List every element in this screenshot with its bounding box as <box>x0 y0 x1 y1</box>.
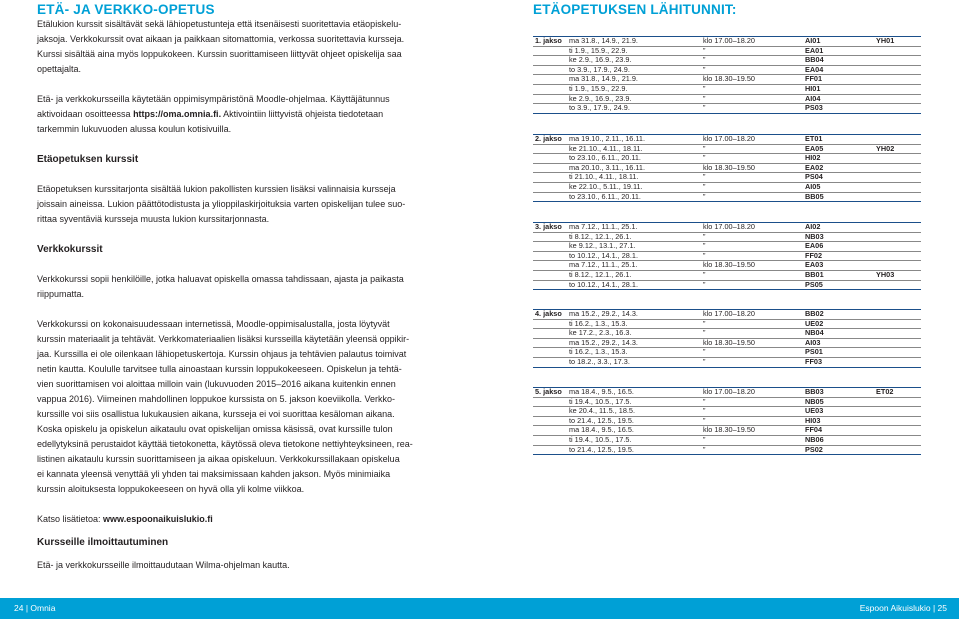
eta-line: Etäopetuksen kurssitarjonta sisältää lukion pakollisten kurssien lisäksi valinnaisia kursseja <box>37 184 396 194</box>
course-code-cell: PS01 <box>805 347 823 357</box>
time-cell: ” <box>703 191 706 201</box>
jakso-block <box>533 36 921 114</box>
schedule-row <box>533 193 921 203</box>
period-cell: 5. jakso <box>535 387 562 396</box>
intro-line: Etälukion kurssit sisältävät sekä lähiopetustunteja että itsenäisesti suoritettavia etäopiskelu- <box>37 19 402 29</box>
course-code-cell: PS03 <box>805 103 823 113</box>
days-cell: ma 15.2., 29.2., 14.3. <box>569 309 638 318</box>
intro-line: opettajalta. <box>37 64 82 74</box>
jakso-block <box>533 222 921 290</box>
time-cell: klo 18.30–19.50 <box>703 74 755 84</box>
left-column <box>37 0 437 573</box>
course-code-cell: NB06 <box>805 434 824 444</box>
time-cell: ” <box>703 241 706 251</box>
schedule-row <box>533 309 921 320</box>
course-code-cell: UE03 <box>805 406 824 416</box>
days-cell: ke 21.10., 4.11., 18.11. <box>569 143 643 153</box>
time-cell: ” <box>703 269 706 279</box>
time-cell: ” <box>703 415 706 425</box>
course-code-cell: FF01 <box>805 74 823 84</box>
days-cell: ti 19.4., 10.5., 17.5. <box>569 396 632 406</box>
course-code-cell: PS05 <box>805 279 823 289</box>
verkko-heading: Verkkokurssit <box>37 244 103 255</box>
course-code-cell: HI02 <box>805 153 821 163</box>
course-code-cell: BB03 <box>805 387 824 396</box>
days-cell: ke 2.9., 16.9., 23.9. <box>569 55 632 65</box>
days-cell: ti 8.12., 12.1., 26.1. <box>569 231 632 241</box>
days-cell: ti 1.9., 15.9., 22.9. <box>569 83 628 93</box>
schedule-row <box>533 104 921 114</box>
verkko-line: riippumatta. <box>37 289 85 299</box>
days-cell: ti 16.2., 1.3., 15.3. <box>569 347 628 357</box>
verkko-line: Verkkokurssi sopii henkilöille, jotka haluavat opiskella omassa tahdissaan, ajasta ja paikasta <box>37 274 404 284</box>
footer-bar <box>0 598 959 619</box>
days-cell: ma 31.8., 14.9., 21.9. <box>569 74 638 84</box>
time-cell: ” <box>703 434 706 444</box>
days-cell: ma 7.12., 11.1., 25.1. <box>569 260 638 270</box>
days-cell: to 23.10., 6.11., 20.11. <box>569 153 641 163</box>
course-code-cell: EA06 <box>805 241 824 251</box>
time-cell: klo 17.00–18.20 <box>703 309 755 318</box>
days-cell: to 23.10., 6.11., 20.11. <box>569 191 641 201</box>
right-column <box>533 0 921 454</box>
days-cell: ke 2.9., 16.9., 23.9. <box>569 93 632 103</box>
time-cell: klo 18.30–19.50 <box>703 260 755 270</box>
verkko-line: jaa. Kurssilla ei ole oilenkaan lähiopetuskertoja. Kurssin ohjaus ja tehtävien palautus toimivat <box>37 349 407 359</box>
time-cell: ” <box>703 143 706 153</box>
course-code-cell: EA01 <box>805 45 824 55</box>
verkko-paragraph-1 <box>37 272 437 302</box>
verkko-line: edellytyksinä perustaidot käyttää tietokonetta, käytössä oleva tietokone nettiyhteyksineen, rea- <box>37 439 413 449</box>
course-code-cell: AI02 <box>805 222 821 231</box>
katso-prefix: Katso lisätietoa: <box>37 514 104 524</box>
schedule-row <box>533 281 921 291</box>
verkko-line: ei kannata yleensä venyttää yli yhden tai maksimissaan kahden jakson. Myös minimiaika <box>37 469 391 479</box>
days-cell: ti 19.4., 10.5., 17.5. <box>569 434 632 444</box>
time-cell: ” <box>703 103 706 113</box>
days-cell: ma 31.8., 14.9., 21.9. <box>569 36 638 45</box>
eta-heading: Etäopetuksen kurssit <box>37 154 139 165</box>
days-cell: ma 20.10., 3.11., 16.11. <box>569 162 645 172</box>
period-cell: 3. jakso <box>535 222 562 231</box>
period-cell: 1. jakso <box>535 36 562 45</box>
time-cell: klo 18.30–19.50 <box>703 337 755 347</box>
extra-course-cell: YH01 <box>876 36 895 45</box>
verkko-line: kurssin materiaalit ja tehtävät. Verkkomateriaalien lisäksi kursseilla käytetään yleensä oppikir- <box>37 334 410 344</box>
course-code-cell: NB04 <box>805 328 824 338</box>
moodle-link[interactable]: https://oma.omnia.fi. <box>133 109 222 119</box>
course-code-cell: AI01 <box>805 36 821 45</box>
course-code-cell: UE02 <box>805 318 824 328</box>
days-cell: ti 1.9., 15.9., 22.9. <box>569 45 628 55</box>
days-cell: to 10.12., 14.1., 28.1. <box>569 279 638 289</box>
course-code-cell: FF04 <box>805 425 823 435</box>
moodle-line: Etä- ja verkkokursseilla käytetään oppimisympäristönä Moodle-ohjelmaa. Käyttäjätunnus <box>37 94 390 104</box>
time-cell: ” <box>703 93 706 103</box>
eta-line: joissain aineissa. Lukion päättötodistusta ja ylioppilaskirjoituksia varten opiskelijan tulee suo- <box>37 199 406 209</box>
intro-paragraph <box>37 17 437 77</box>
verkko-line: kurssin aloituksesta loppukokeeseen on hyvä olla yli kolme viikkoa. <box>37 484 305 494</box>
time-cell: ” <box>703 181 706 191</box>
extra-course-cell: ET02 <box>876 387 894 396</box>
schedule-row <box>533 387 921 398</box>
period-cell: 4. jakso <box>535 309 562 318</box>
course-code-cell: AI03 <box>805 337 821 347</box>
time-cell: ” <box>703 172 706 182</box>
course-code-cell: FF03 <box>805 356 823 366</box>
days-cell: ma 18.4., 9.5., 16.5. <box>569 425 634 435</box>
period-cell: 2. jakso <box>535 134 562 143</box>
footer-left: 24 | Omnia <box>14 603 56 613</box>
days-cell: ti 21.10., 4.11., 18.11. <box>569 172 639 182</box>
ilmo-heading: Kursseille ilmoittautuminen <box>37 537 169 548</box>
website-link[interactable]: www.espoonaikuislukio.fi <box>103 514 213 524</box>
verkko-paragraph-2 <box>37 317 437 497</box>
course-code-cell: EA03 <box>805 260 824 270</box>
time-cell: klo 17.00–18.20 <box>703 36 755 45</box>
days-cell: to 3.9., 17.9., 24.9. <box>569 103 630 113</box>
course-code-cell: EA02 <box>805 162 824 172</box>
katso-line <box>37 512 437 527</box>
verkko-line: vien suorittamisen voi aloittaa milloin vain (lukuvuoden 2015–2016 aikana kuitenkin ennen <box>37 379 396 389</box>
time-cell: ” <box>703 444 706 454</box>
schedule-row <box>533 36 921 47</box>
intro-line: jaksoja. Verkkokurssit ovat aikaan ja paikkaan sitomattomia, verkossa suoritettavia kursseja. <box>37 34 405 44</box>
course-code-cell: NB03 <box>805 231 824 241</box>
verkko-line: kurssille voi siis osallistua lukukausien aikana, kursseja ei voi suorittaa kesäloman aikana. <box>37 409 395 419</box>
eta-paragraph <box>37 182 437 227</box>
eta-line: rittaa syventäviä kursseja muusta lukion kurssitarjonnasta. <box>37 214 270 224</box>
time-cell: ” <box>703 153 706 163</box>
days-cell: ke 20.4., 11.5., 18.5. <box>569 406 635 416</box>
time-cell: ” <box>703 396 706 406</box>
days-cell: to 10.12., 14.1., 28.1. <box>569 250 638 260</box>
time-cell: ” <box>703 318 706 328</box>
course-code-cell: BB02 <box>805 309 824 318</box>
time-cell: ” <box>703 45 706 55</box>
time-cell: klo 18.30–19.50 <box>703 162 755 172</box>
intro-line: Kurssi sisältää aina myös loppukokeen. Kurssin suorittamiseen liittyvät ohjeet opiskelija saa <box>37 49 402 59</box>
time-cell: ” <box>703 250 706 260</box>
moodle-line: aktivoidaan osoitteessa <box>37 109 134 119</box>
footer-right: Espoon Aikuislukio | 25 <box>859 603 947 613</box>
course-code-cell: AI05 <box>805 181 821 191</box>
time-cell: ” <box>703 279 706 289</box>
schedule-row <box>533 358 921 368</box>
time-cell: ” <box>703 347 706 357</box>
schedule-row <box>533 446 921 456</box>
moodle-paragraph <box>37 92 437 137</box>
days-cell: ke 9.12., 13.1., 27.1. <box>569 241 636 251</box>
course-code-cell: EA04 <box>805 64 824 74</box>
course-code-cell: NB05 <box>805 396 824 406</box>
course-code-cell: EA05 <box>805 143 824 153</box>
time-cell: ” <box>703 64 706 74</box>
days-cell: ma 19.10., 2.11., 16.11. <box>569 134 645 143</box>
jakso-block <box>533 309 921 368</box>
days-cell: ma 18.4., 9.5., 16.5. <box>569 387 634 396</box>
course-code-cell: BB01 <box>805 269 824 279</box>
days-cell: ma 15.2., 29.2., 14.3. <box>569 337 638 347</box>
days-cell: to 3.9., 17.9., 24.9. <box>569 64 630 74</box>
course-code-cell: BB04 <box>805 55 824 65</box>
course-code-cell: HI03 <box>805 415 821 425</box>
left-title: ETÄ- JA VERKKO-OPETUS <box>37 2 215 17</box>
course-code-cell: FF02 <box>805 250 823 260</box>
jakso-block <box>533 387 921 455</box>
time-cell: ” <box>703 55 706 65</box>
course-code-cell: PS04 <box>805 172 823 182</box>
time-cell: ” <box>703 406 706 416</box>
time-cell: ” <box>703 328 706 338</box>
verkko-line: Koska opiskelu ja opiskelun aikataulu ovat opiskelijan omissa käsissä, ovat kurssille tulon <box>37 424 393 434</box>
verkko-line: vappua 2016). Viimeinen mahdollinen loppukoe kurssista on 5. jakson koeviikolla. Verkko- <box>37 394 396 404</box>
time-cell: klo 17.00–18.20 <box>703 222 755 231</box>
days-cell: ma 7.12., 11.1., 25.1. <box>569 222 638 231</box>
course-code-cell: BB05 <box>805 191 824 201</box>
course-code-cell: PS02 <box>805 444 823 454</box>
ilmo-text: Etä- ja verkkokursseille ilmoittaudutaan Wilma-ohjelman kautta. <box>37 560 290 570</box>
time-cell: klo 18.30–19.50 <box>703 425 755 435</box>
days-cell: ke 22.10., 5.11., 19.11. <box>569 181 643 191</box>
course-code-cell: ET01 <box>805 134 823 143</box>
time-cell: ” <box>703 83 706 93</box>
moodle-line: Aktivointiin liittyvistä ohjeista tiedotetaan <box>221 109 384 119</box>
days-cell: to 21.4., 12.5., 19.5. <box>569 444 634 454</box>
verkko-line: netin kautta. Koululle tarvitsee tulla ainoastaan kurssin loppukokeeseen. Opiskelun ja tehtä- <box>37 364 402 374</box>
verkko-line: Verkkokurssi on kokonaisuudessaan internetissä, Moodle-oppimisalustalla, josta löytyvät <box>37 319 390 329</box>
course-code-cell: AI04 <box>805 93 821 103</box>
days-cell: ti 16.2., 1.3., 15.3. <box>569 318 628 328</box>
schedule-row <box>533 222 921 233</box>
days-cell: ti 8.12., 12.1., 26.1. <box>569 269 632 279</box>
verkko-line: listinen aikataulu kurssin suorittamiseen ja aikaa opiskeluun. Verkkokurssillakaan opiskelua <box>37 454 400 464</box>
moodle-line: tarkemmin lukuvuoden alussa koulun kotisivuilla. <box>37 124 232 134</box>
days-cell: to 21.4., 12.5., 19.5. <box>569 415 634 425</box>
time-cell: klo 17.00–18.20 <box>703 387 755 396</box>
right-title: ETÄOPETUKSEN LÄHITUNNIT: <box>533 2 737 17</box>
schedule-row <box>533 134 921 145</box>
days-cell: ke 17.2., 2.3., 16.3. <box>569 328 632 338</box>
jakso-block <box>533 134 921 202</box>
extra-course-cell: YH02 <box>876 143 895 153</box>
time-cell: klo 17.00–18.20 <box>703 134 755 143</box>
time-cell: ” <box>703 231 706 241</box>
course-code-cell: HI01 <box>805 83 821 93</box>
days-cell: to 18.2., 3.3., 17.3. <box>569 356 630 366</box>
extra-course-cell: YH03 <box>876 269 895 279</box>
time-cell: ” <box>703 356 706 366</box>
